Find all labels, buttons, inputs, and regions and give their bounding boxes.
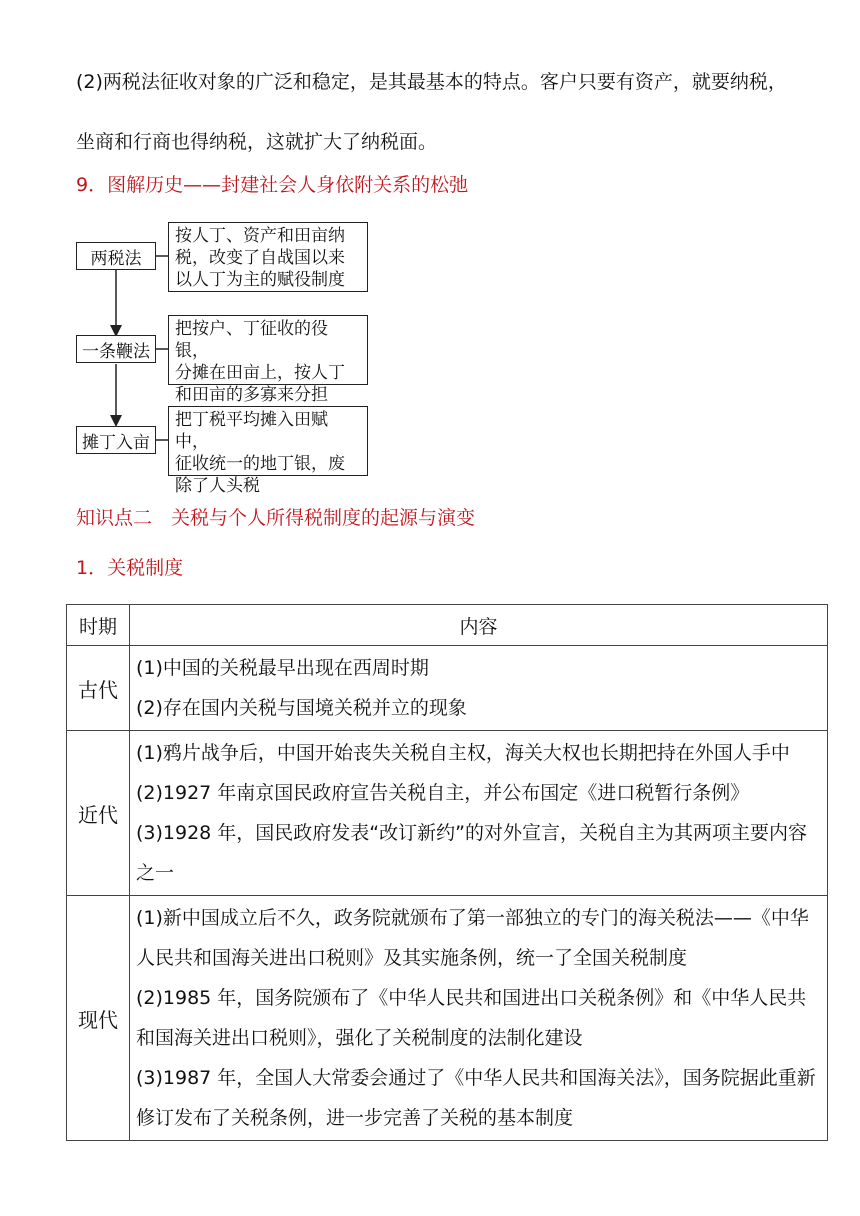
header-period: 时期 [67,605,130,646]
period-cell: 现代 [67,896,130,1141]
content-cell [130,896,828,1141]
period-cell: 近代 [67,731,130,896]
intro-line-1: (2)两税法征收对象的广泛和稳定，是其最基本的特点。客户只要有资产，就要纳税， [76,71,787,93]
tariff-system-heading: 1．关税制度 [76,557,184,579]
table-row [67,896,828,1141]
diagram-desc-liangshuifa: 按人丁、资产和田亩纳 税，改变了自战国以来 以人丁为主的赋役制度 [168,222,368,292]
content-line: (1)鸦片战争后，中国开始丧失关税自主权，海关大权也长期把持在外国人手中 [136,742,790,764]
diagram-desc-yitiaobianfa: 把按户、丁征收的役银， 分摊在田亩上，按人丁 和田亩的多寡来分担 [168,315,368,385]
diagram-label-yitiaobianfa: 一条鞭法 [76,335,156,363]
content-line: (2)1927 年南京国民政府宣告关税自主，并公布国定《进口税暂行条例》 [136,782,750,804]
intro-line-2: 坐商和行商也得纳税，这就扩大了纳税面。 [76,131,438,153]
content-cell [130,646,828,731]
content-line: (2)存在国内关税与国境关税并立的现象 [136,697,467,719]
content-cell [130,731,828,896]
table-row [67,731,828,896]
header-content: 内容 [130,605,828,646]
diagram-label-liangshuifa: 两税法 [76,242,156,270]
content-line: (2)1985 年，国务院颁布了《中华人民共和国进出口关税条例》和《中华人民共和国海关进出口税则》，强化了关税制度的法制化建设 [136,987,807,1049]
tariff-table [66,604,828,1141]
table-row [67,646,828,731]
knowledge-point-2-heading: 知识点二 关税与个人所得税制度的起源与演变 [76,507,476,529]
content-line: (1)中国的关税最早出现在西周时期 [136,657,429,679]
content-line: (1)新中国成立后不久，政务院就颁布了第一部独立的专门的海关税法——《中华人民共和国海关进出口税则》及其实施条例，统一了全国关税制度 [136,907,809,969]
section-9-heading: 9．图解历史——封建社会人身依附关系的松弛 [76,174,469,196]
diagram-desc-tandingrumu: 把丁税平均摊入田赋中， 征收统一的地丁银，废 除了人头税 [168,406,368,476]
table-header-row [67,605,828,646]
content-line: (3)1928 年，国民政府发表“改订新约”的对外宣言，关税自主为其两项主要内容之一 [136,822,807,884]
intro-paragraph [76,52,836,172]
period-cell: 古代 [67,646,130,731]
diagram-label-tandingrumu: 摊丁入亩 [76,426,156,454]
content-line: (3)1987 年，全国人大常委会通过了《中华人民共和国海关法》，国务院据此重新修订发布了关税条例，进一步完善了关税的基本制度 [136,1067,816,1129]
